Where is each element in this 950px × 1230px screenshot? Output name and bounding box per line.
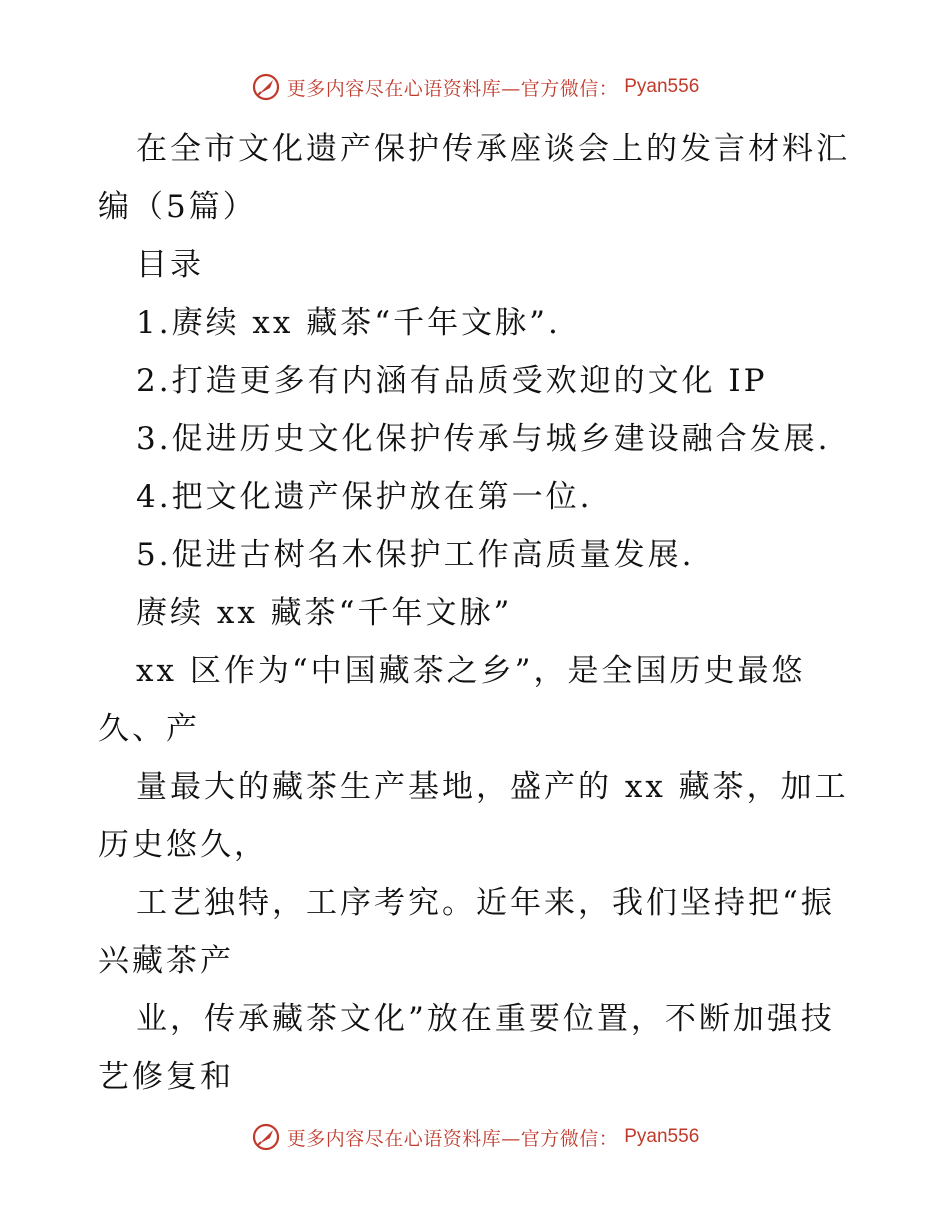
watermark-contact: Pyan556 bbox=[624, 76, 700, 97]
body-line: 量最大的藏茶生产基地，盛产的 xx 藏茶，加工 bbox=[136, 769, 849, 805]
body-line: 业，传承藏茶文化”放在重要位置，不断加强技 bbox=[136, 1001, 835, 1037]
watermark-contact: Pyan556 bbox=[624, 1126, 700, 1147]
body-line: 艺修复和 bbox=[98, 1059, 234, 1095]
footer-watermark bbox=[0, 1122, 950, 1152]
toc-heading: 目录 bbox=[136, 247, 204, 283]
watermark-text: 更多内容尽在心语资料库—官方微信： bbox=[286, 1127, 619, 1150]
toc-item-3: 3.促进历史文化保护传承与城乡建设融合发展. bbox=[136, 421, 831, 457]
quill-logo-icon bbox=[251, 1122, 281, 1152]
toc-item-2: 2.打造更多有内涵有品质受欢迎的文化 IP bbox=[136, 363, 768, 399]
quill-logo-icon bbox=[251, 72, 281, 102]
title-line-2: 编（5篇） bbox=[98, 189, 257, 225]
toc-item-1: 1.赓续 xx 藏茶“千年文脉”. bbox=[136, 305, 561, 341]
body-line: xx 区作为“中国藏茶之乡”，是全国历史最悠 bbox=[136, 653, 806, 689]
watermark-text: 更多内容尽在心语资料库—官方微信： bbox=[286, 77, 619, 100]
body-line: 历史悠久， bbox=[98, 827, 268, 863]
toc-item-4: 4.把文化遗产保护放在第一位. bbox=[136, 479, 593, 515]
toc-item-5: 5.促进古树名木保护工作高质量发展. bbox=[136, 537, 695, 573]
document-body bbox=[98, 120, 858, 1106]
section-heading: 赓续 xx 藏茶“千年文脉” bbox=[136, 595, 513, 631]
body-line: 工艺独特，工序考究。近年来，我们坚持把“振 bbox=[136, 885, 835, 921]
header-watermark bbox=[0, 72, 950, 102]
body-line: 兴藏茶产 bbox=[98, 943, 234, 979]
title-line-1: 在全市文化遗产保护传承座谈会上的发言材料汇 bbox=[136, 131, 850, 167]
body-line: 久、产 bbox=[98, 711, 200, 747]
